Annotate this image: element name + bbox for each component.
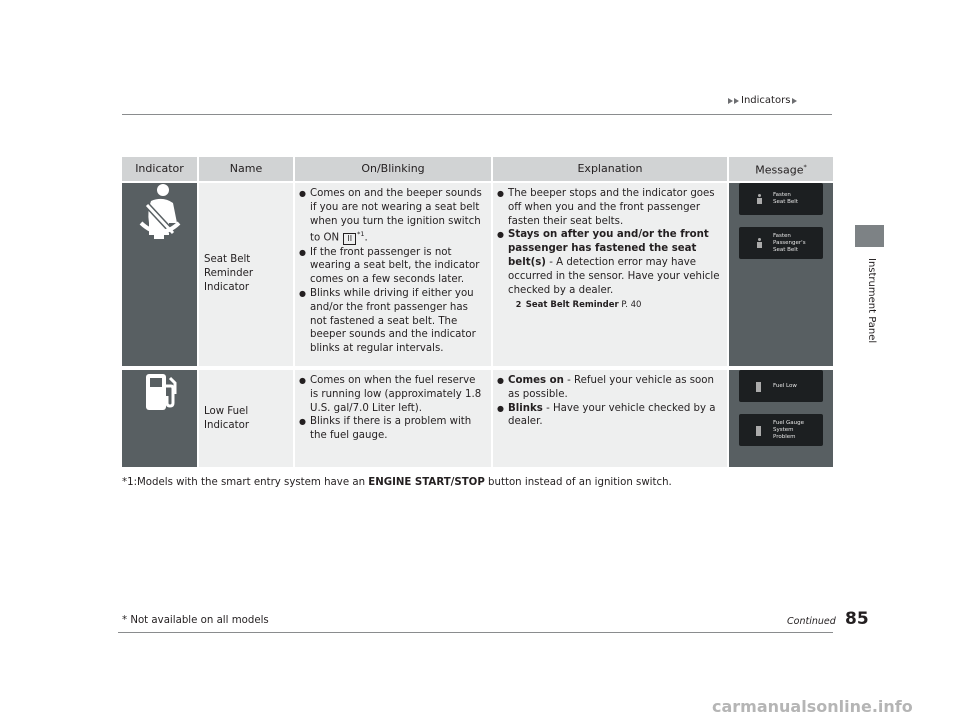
explanation-cell — [492, 368, 728, 469]
table-footnote — [122, 477, 672, 488]
bullet-item: ● Blinks while driving if either you and/or the front passenger has not fastened a seat belt. The beeper sounds and the indicator blinks at regular intervals. — [299, 287, 485, 356]
fuel-pump-mini-icon — [755, 425, 763, 436]
bullet-text: - A detection error may have occurred in the sensor. Have your vehicle checked by a dealer. — [508, 256, 720, 296]
ignition-position-key: II — [343, 233, 356, 245]
name-line: Indicator — [204, 419, 250, 431]
name-line: Reminder — [204, 267, 254, 279]
section-tab — [855, 225, 884, 247]
availability-note: * Not available on all models — [122, 615, 269, 626]
seat-belt-mini-icon — [755, 238, 763, 249]
message-display — [739, 370, 823, 402]
bullet-text: . — [364, 232, 368, 244]
name-cell — [198, 368, 294, 469]
message-line: System — [773, 426, 794, 433]
reference-arrow-icon: 2 — [515, 300, 522, 310]
seat-belt-icon — [135, 183, 185, 245]
header-explanation: Explanation — [492, 157, 728, 182]
message-display — [739, 183, 823, 215]
name-line: Low Fuel — [204, 406, 249, 417]
footnote-ref: *1 — [357, 230, 365, 239]
bullet-text: Comes on and the beeper sounds if you are not wearing a seat belt when you turn the ignition switch to ON — [310, 188, 482, 244]
indicator-table — [122, 157, 833, 471]
indicator-cell — [122, 182, 198, 368]
message-line: Fasten — [773, 232, 791, 239]
footnote-text: button instead of an ignition switch. — [484, 477, 672, 488]
page-number: 85 — [845, 609, 869, 629]
header-name: Name — [198, 157, 294, 182]
reference-page: P. 40 — [618, 300, 642, 311]
header-divider — [122, 114, 832, 115]
message-display — [739, 414, 823, 446]
indicator-cell — [122, 368, 198, 469]
seat-belt-mini-icon — [755, 194, 763, 205]
triangle-arrow-icon — [728, 98, 733, 104]
name-line: Seat Belt — [204, 254, 251, 265]
watermark: carmanualsonline.info — [712, 697, 913, 716]
message-line: Fuel Low — [773, 382, 797, 389]
message-cell — [728, 368, 833, 469]
explanation-cell — [492, 182, 728, 368]
name-line: Indicator — [204, 281, 250, 293]
fuel-pump-mini-icon — [755, 381, 763, 392]
bullet-item — [497, 402, 721, 430]
bullet-item: ● Comes on when the fuel reserve is running low (approximately 1.8 U.S. gal/7.0 Liter left). — [299, 374, 485, 415]
bullet-bold: Stays on after you and/or the front passenger has fastened the seat belt(s) — [508, 229, 709, 268]
header-on-blinking: On/Blinking — [294, 157, 492, 182]
bullet-item — [299, 187, 485, 246]
message-line: Passenger's — [773, 239, 806, 246]
bullet-text: - Refuel your vehicle as soon as possible. — [508, 375, 714, 400]
fuel-pump-icon — [140, 370, 180, 414]
triangle-arrow-icon — [792, 98, 797, 104]
bullet-bold: Blinks — [508, 402, 543, 414]
message-line: Problem — [773, 433, 796, 440]
bullet-item: ● If the front passenger is not wearing a seat belt, the indicator comes on a few seconds later. — [299, 246, 485, 287]
message-line: Seat Belt — [773, 246, 798, 253]
message-line: Fuel Gauge — [773, 419, 805, 426]
bullet-bold: Comes on — [508, 375, 564, 386]
cross-reference-link[interactable] — [497, 299, 721, 313]
header-asterisk: * — [803, 162, 807, 171]
breadcrumb — [728, 95, 797, 106]
section-label: Instrument Panel — [866, 258, 877, 344]
footer-divider — [118, 632, 833, 633]
footnote-text: *1:Models with the smart entry system have an — [122, 477, 369, 488]
header-message-label: Message — [755, 163, 804, 177]
on-blinking-cell — [294, 182, 492, 368]
name-cell — [198, 182, 294, 368]
message-display — [739, 227, 823, 259]
bullet-item: ● The beeper stops and the indicator goes off when you and the front passenger fasten their seat belts. — [497, 187, 721, 228]
header-indicator: Indicator — [122, 157, 198, 182]
bullet-item: ● Blinks if there is a problem with the fuel gauge. — [299, 415, 485, 443]
continued-label: Continued — [787, 616, 836, 627]
message-line: Seat Belt — [773, 199, 798, 205]
table-row — [122, 182, 833, 368]
bullet-text: - Have your vehicle checked by a dealer. — [508, 402, 716, 428]
on-blinking-cell — [294, 368, 492, 469]
message-cell — [728, 182, 833, 368]
message-line: Fasten — [773, 192, 791, 198]
triangle-arrow-icon — [734, 98, 739, 104]
footnote-bold: ENGINE START/STOP — [368, 477, 485, 488]
bullet-item — [497, 228, 721, 297]
breadcrumb-label: Indicators — [741, 95, 791, 106]
header-message — [728, 157, 833, 182]
table-row — [122, 368, 833, 469]
reference-title: Seat Belt Reminder — [525, 300, 619, 311]
table-header-row — [122, 157, 833, 182]
bullet-item — [497, 374, 721, 402]
